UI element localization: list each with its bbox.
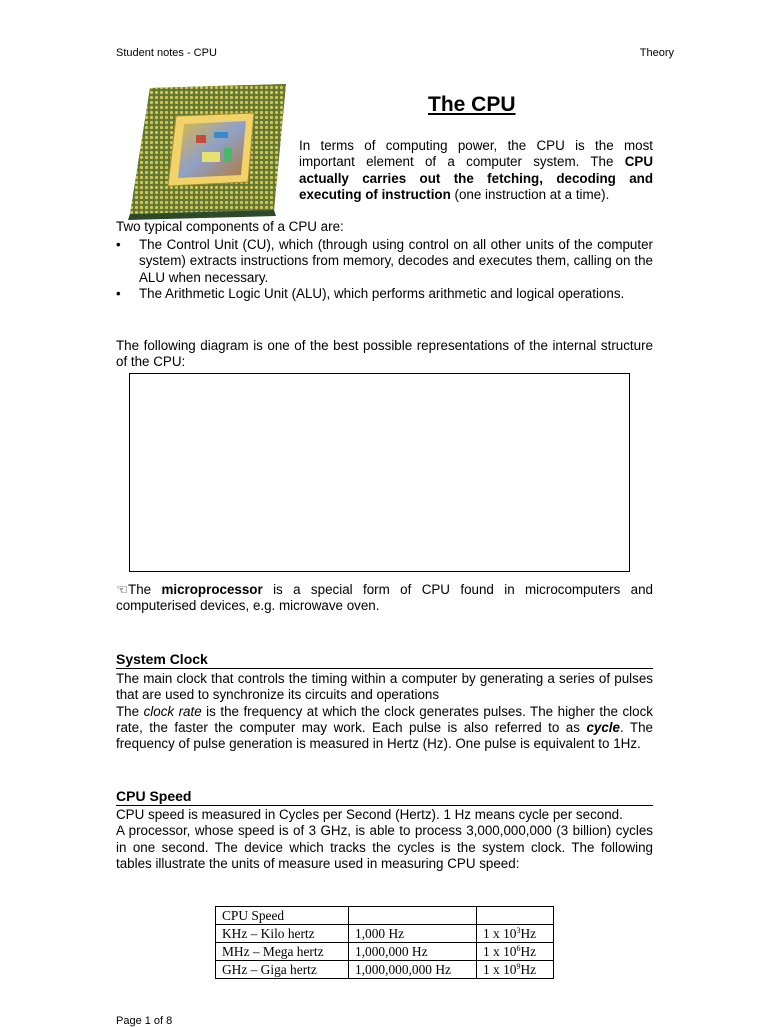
bullet-icon: • [116, 285, 121, 301]
table-cell: 1,000,000 Hz [349, 943, 477, 961]
system-clock-heading: System Clock [116, 651, 653, 669]
table-cell: 1,000,000,000 Hz [349, 961, 477, 979]
table-cell: 1 x $10^6Hz$ [477, 943, 554, 961]
clock-text-c: . The frequency of pulse generation is measured in Hertz (Hz). One pulse is equivalent to 1Hz. [116, 719, 653, 752]
pointing-hand-icon: ☜ [116, 582, 129, 597]
list-item-text: The Control Unit (CU), which (through using control on all other units of the computer system) extracts instructions from memory, decodes and executes them, calling on the ALU when necessary. [139, 237, 653, 285]
cpu-speed-heading: CPU Speed [116, 788, 653, 806]
list-item-text: The Arithmetic Logic Unit (ALU), which performs arithmetic and logical operations. [139, 285, 625, 301]
table-cell: 1 x $10^3Hz$ [477, 925, 554, 943]
cycle-term: cycle [586, 719, 620, 735]
system-clock-body [116, 671, 653, 752]
table-cell: KHz – Kilo hertz [216, 925, 349, 943]
table-cell [477, 907, 554, 925]
micro-text-bold: microprocessor [161, 582, 263, 597]
microprocessor-paragraph [116, 582, 653, 615]
page-footer: Page 1 of 8 [116, 1015, 173, 1027]
clock-text-a: The [116, 703, 144, 719]
diagram-intro: The following diagram is one of the best possible representations of the internal structure of the CPU: [116, 338, 653, 370]
table-cell [349, 907, 477, 925]
header-left: Student notes - CPU [116, 47, 217, 59]
clock-text-b: is the frequency at which the clock generates pulses. The higher the clock rate, the faster the computer may work. Each pulse is also referred to as [116, 703, 653, 735]
table-cell: 1,000 Hz [349, 925, 477, 943]
cpu-speed-p1: CPU speed is measured in Cycles per Second (Hertz). 1 Hz means cycle per second. [116, 807, 623, 822]
diagram-placeholder-box [129, 373, 630, 572]
header-right: Theory [639, 47, 674, 59]
intro-text-1: In terms of computing power, the CPU is the most important element of a computer system. The [299, 138, 653, 170]
table-cell: MHz – Mega hertz [216, 943, 349, 961]
list-item [116, 237, 653, 286]
micro-text-2: is a special form of CPU found in microcomputers and computerised devices, e.g. microwave oven. [116, 582, 653, 614]
components-intro: Two typical components of a CPU are: [116, 219, 344, 234]
cpu-chip-image [124, 80, 292, 220]
cpu-speed-table [215, 906, 554, 979]
components-list [116, 237, 653, 302]
table-row [216, 943, 554, 961]
intro-text-bold: CPU actually carries out the fetching, decoding and executing of instruction [299, 154, 653, 202]
table-cell: 1 x $10^9Hz$ [477, 961, 554, 979]
table-row [216, 961, 554, 979]
micro-text-1: The [128, 582, 162, 597]
system-clock-p1: The main clock that controls the timing within a computer by generating a series of pulses that are used to synchronize its circuits and operations [116, 671, 653, 703]
intro-text-2: (one instruction at a time). [450, 186, 610, 202]
table-cell: GHz – Giga hertz [216, 961, 349, 979]
page-title: The CPU [428, 93, 516, 116]
bullet-icon: • [116, 237, 121, 252]
table-header-cell: CPU Speed [216, 907, 349, 925]
system-clock-p2 [116, 704, 653, 753]
table-row [216, 907, 554, 925]
cpu-speed-p2: A processor, whose speed is of 3 GHz, is able to process 3,000,000,000 (3 billion) cycles in one second. The device which tracks the cycles is the system clock. The following tables illustrate the units of measure used in measuring CPU speed: [116, 823, 653, 871]
table-row [216, 925, 554, 943]
clock-rate-term: clock rate [143, 703, 202, 719]
list-item [116, 286, 653, 302]
cpu-speed-body [116, 807, 653, 872]
intro-paragraph [299, 138, 653, 203]
